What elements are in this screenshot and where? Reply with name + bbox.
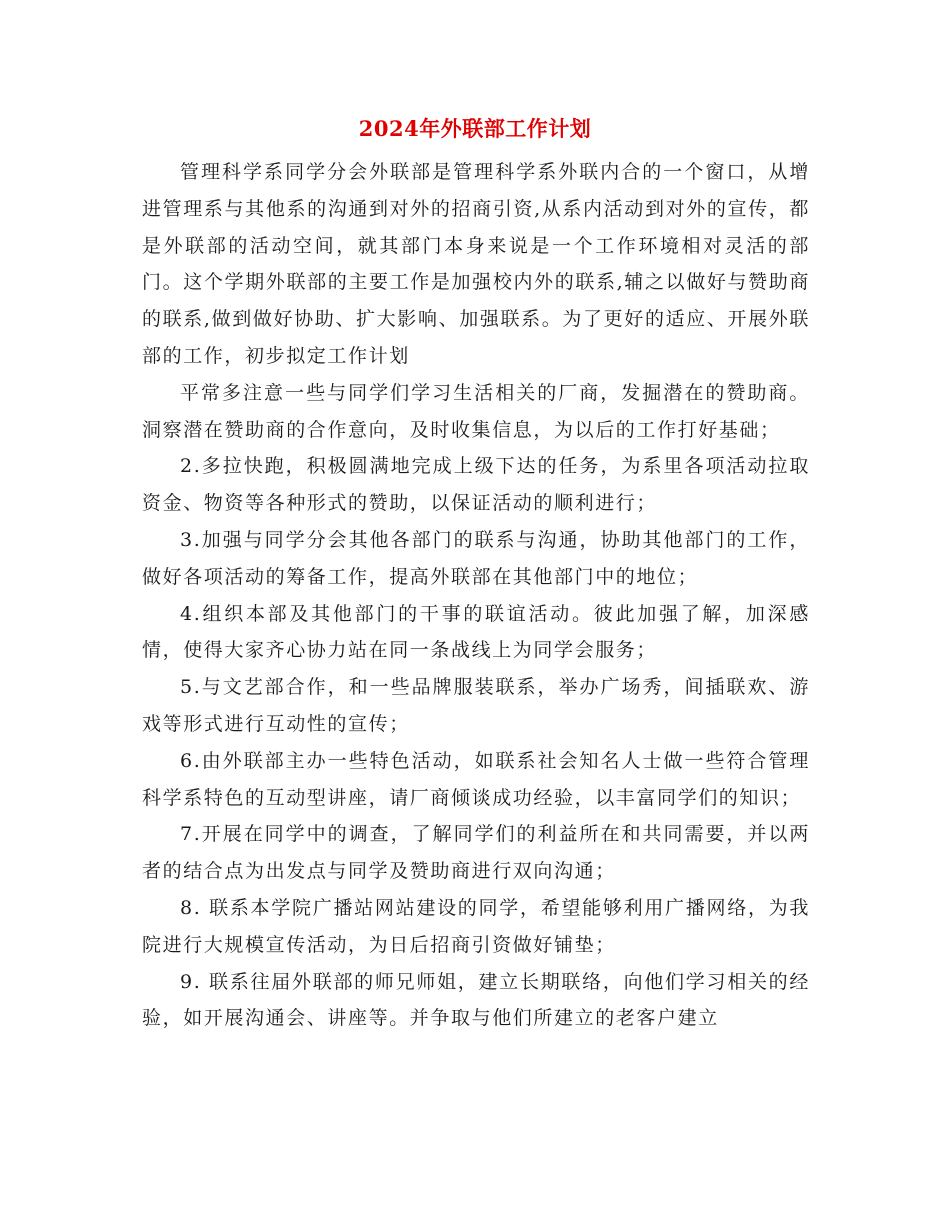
plan-item-7: 7.开展在同学中的调查，了解同学们的利益所在和共同需要，并以两者的结合点为出发点与同学及赞助商进行双向沟通；: [142, 823, 810, 883]
plan-item-8: 8. 联系本学院广播站网站建设的同学，希望能够利用广播网络，为我院进行大规模宣传活动，为日后招商引资做好铺垫；: [142, 896, 810, 956]
plan-item-6: 6.由外联部主办一些特色活动，如联系社会知名人士做一些符合管理科学系特色的互动型讲座，请厂商倾谈成功经验，以丰富同学们的知识；: [142, 749, 810, 809]
intro-paragraph: 管理科学系同学分会外联部是管理科学系外联内合的一个窗口，从增进管理系与其他系的沟通到对外的招商引资,从系内活动到对外的宣传，都是外联部的活动空间，就其部门本身来说是一个工作环境相对灵活的部门。这个学期外联部的主要工作是加强校内外的联系,辅之以做好与赞助商的联系,做到做好协助、扩大影响、加强联系。为了更好的适应、开展外联部的工作，初步拟定工作计划: [142, 161, 810, 367]
plan-item-2: 2.多拉快跑，积极圆满地完成上级下达的任务，为系里各项活动拉取资金、物资等各种形式的赞助，以保证活动的顺利进行；: [142, 455, 810, 515]
document-body: [142, 154, 810, 1037]
plan-item-1: 平常多注意一些与同学们学习生活相关的厂商，发掘潜在的赞助商。洞察潜在赞助商的合作意向，及时收集信息，为以后的工作打好基础；: [142, 381, 810, 441]
plan-item-5: 5.与文艺部合作，和一些品牌服装联系，举办广场秀，间插联欢、游戏等形式进行互动性的宣传；: [142, 676, 810, 735]
plan-item-4: 4.组织本部及其他部门的干事的联谊活动。彼此加强了解，加深感情，使得大家齐心协力站在同一条战线上为同学会服务；: [142, 602, 810, 662]
plan-item-9: 9. 联系往届外联部的师兄师姐，建立长期联络，向他们学习相关的经验，如开展沟通会、讲座等。并争取与他们所建立的老客户建立: [142, 970, 810, 1030]
plan-item-3: 3.加强与同学分会其他各部门的联系与沟通，协助其他部门的工作，做好各项活动的筹备工作，提高外联部在其他部门中的地位；: [142, 528, 810, 588]
page-title: 2024年外联部工作计划: [358, 116, 592, 141]
